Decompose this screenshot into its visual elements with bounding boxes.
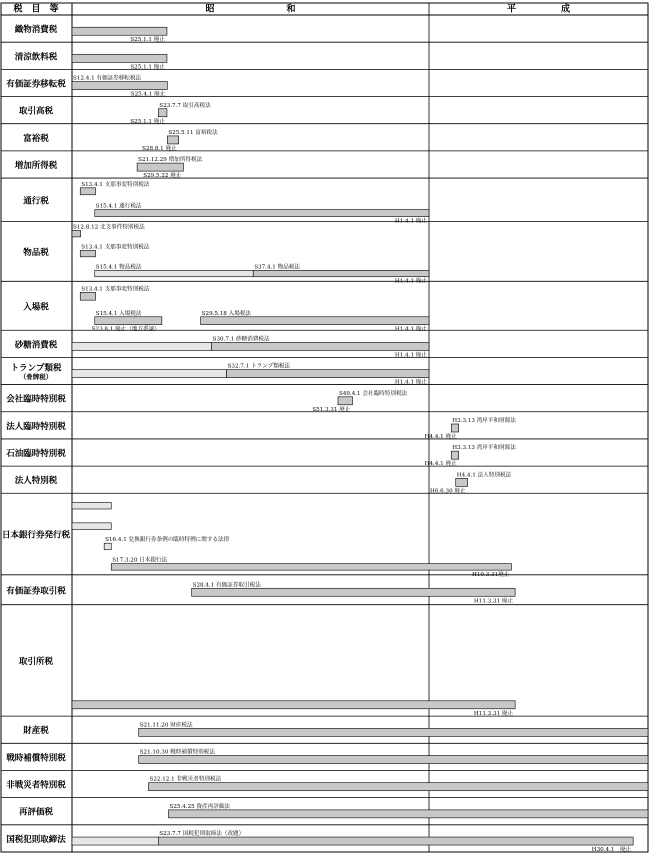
timeline-bar	[169, 810, 648, 818]
bar-start-label: S13.4.1 支那事変特別税法	[81, 181, 150, 188]
row-sublabel: （骨牌税）	[19, 372, 53, 381]
bar-end-label: H1.4.1 廃止	[394, 352, 427, 359]
timeline-bar	[95, 210, 429, 217]
timeline-bar	[451, 451, 458, 459]
timeline-bar	[139, 756, 648, 764]
timeline-bar	[192, 588, 515, 596]
bar-end-label: H1.4.1 廃止	[394, 379, 427, 386]
bar-start-label: S15.4.1 入場税法	[95, 310, 142, 317]
row-label: 法人特別税	[14, 476, 58, 487]
timeline-bar	[253, 270, 429, 276]
timeline-bar	[72, 27, 167, 35]
tax-rows	[1, 24, 648, 853]
tax-row	[1, 416, 648, 440]
row-label: 日本銀行券発行税	[1, 530, 71, 541]
row-label: 富裕税	[23, 133, 49, 144]
timeline-bar	[72, 370, 227, 378]
tax-row	[1, 74, 648, 98]
tax-row	[1, 128, 648, 152]
timeline-bar	[227, 370, 429, 378]
tax-row	[1, 223, 648, 285]
tax-row	[1, 470, 648, 494]
tax-row	[1, 362, 648, 386]
bar-end-label: S29.5.22 廃止	[143, 173, 182, 180]
bar-start-label: S21.10.30 戦時補償特別税法	[139, 749, 215, 756]
tax-row	[1, 829, 648, 853]
row-label: 取引所税	[18, 656, 54, 667]
outer-frame	[1, 3, 648, 852]
row-label: 有価証券移転税	[6, 79, 66, 90]
header-heisei: 平 成	[506, 4, 571, 15]
timeline-bar	[149, 783, 649, 791]
timeline-bar	[72, 82, 167, 90]
row-label: 清涼飲料税	[14, 52, 58, 63]
bar-start-label: S23.7.7 取引高税法	[159, 102, 211, 109]
timeline-bar	[111, 564, 511, 571]
timeline-bar	[72, 523, 111, 530]
tax-row	[1, 180, 648, 225]
bar-start-label: S37.4.1 物品税法	[254, 264, 301, 271]
bar-end-label: H11.3.31 廃止	[473, 710, 514, 717]
row-label: 増加所得税	[14, 160, 58, 171]
bar-start-label: S25.4.25 資産再評価法	[169, 803, 231, 810]
timeline-bar	[212, 342, 429, 350]
bar-start-label: S22.12.1 非戦災者特別税法	[149, 776, 222, 783]
bar-start-label: S12.4.1 有価証券移転税法	[73, 75, 142, 82]
row-label: トランプ類税	[10, 363, 62, 374]
bar-end-label: S28.8.1 廃止	[142, 145, 177, 152]
header-showa: 昭 和	[205, 4, 296, 15]
tax-row	[1, 389, 648, 413]
bar-start-label: S30.7.1 砂糖消費税法	[212, 336, 270, 343]
timeline-bar	[72, 231, 81, 237]
timeline-bar	[72, 54, 167, 62]
bar-end-label: H1.4.1 廃止	[394, 218, 427, 225]
timeline-bar	[104, 543, 111, 550]
timeline-bar	[338, 397, 353, 405]
timeline-bar	[72, 342, 212, 350]
bar-start-label: S13.4.1 支那事変特別税法	[81, 286, 150, 293]
tax-row	[1, 334, 648, 358]
bar-start-label: S15.4.1 通行税法	[95, 203, 142, 210]
bar-end-label: S25.1.1 廃止	[130, 37, 165, 44]
grid-lines	[1, 3, 648, 852]
row-label: 物品税	[23, 247, 49, 258]
row-label: 砂糖消費税	[14, 340, 58, 351]
row-label: 石油臨時特別税	[6, 449, 66, 460]
tax-row	[1, 748, 648, 771]
tax-row	[1, 101, 648, 125]
bar-start-label: S28.4.1 有価証券取引税法	[192, 582, 261, 589]
header-tax-item: 税 目 等	[13, 4, 59, 15]
timeline-bar	[456, 478, 468, 486]
bar-start-label: S15.4.1 物品税法	[95, 264, 142, 271]
row-label: 国税犯則取締法	[6, 834, 66, 845]
bar-end-label: H4.4.1 廃止	[424, 433, 457, 440]
row-label: 戦時補償特別税	[6, 753, 66, 764]
bar-end-label: S25.1.1 廃止	[130, 118, 165, 125]
bar-start-label: S13.4.1 支那事変特別税法	[81, 244, 150, 251]
bar-end-label: H6.6.30 廃止	[429, 488, 466, 495]
tax-row	[1, 24, 648, 43]
row-label: 有価証券取引税	[6, 586, 66, 597]
timeline-bar	[72, 837, 158, 845]
tax-row	[1, 802, 648, 825]
timeline-bar	[72, 701, 515, 709]
tax-row	[1, 443, 648, 467]
bar-start-label: S49.4.1 会社臨時特別税法	[338, 390, 408, 397]
row-label: 非戦災者特別税	[6, 780, 66, 791]
timeline-bar	[95, 270, 253, 276]
bar-start-label: S16.4.1 兌換銀行券条例の臨時特例に関する法律	[105, 537, 230, 544]
bar-end-label: S23.8.1 廃止（地方委譲）	[91, 326, 160, 333]
tax-row	[1, 284, 648, 332]
chart-header	[12, 3, 570, 15]
bar-start-label: S23.7.7 国税犯則取締法（改題）	[159, 831, 245, 838]
tax-row	[1, 502, 648, 578]
row-label: 通行税	[23, 196, 49, 207]
row-label: 法人臨時特別税	[6, 421, 66, 432]
timeline-bar	[451, 424, 458, 432]
tax-row	[1, 656, 648, 717]
bar-end-label: S25.1.1 廃止	[130, 64, 165, 71]
bar-start-label: S32.7.1 トランプ類税法	[227, 363, 291, 370]
bar-start-label: S12.8.12 北支事件特別税法	[73, 224, 145, 231]
bar-end-label: H1.4.1 廃止	[394, 326, 427, 333]
timeline-bar	[167, 136, 178, 144]
bar-end-label: H1.4.1 廃止	[394, 278, 427, 285]
bar-end-label: H4.4.1 廃止	[424, 461, 457, 468]
timeline-bar	[201, 317, 429, 325]
bar-start-label: S25.5.11 富裕税法	[168, 129, 218, 136]
row-label: 入場税	[23, 302, 49, 313]
bar-start-label: H3.3.13 湾岸平和財源法	[452, 445, 516, 452]
row-label: 財産税	[23, 726, 49, 737]
bar-start-label: H4.4.1 法人特別税法	[456, 472, 512, 479]
bar-end-label: S51.3.31 廃止	[312, 406, 351, 413]
timeline-bar	[72, 502, 111, 509]
bar-end-label: S25.4.1 廃止	[130, 91, 166, 98]
bar-start-label: S21.12.29 増加所得税法	[138, 157, 203, 164]
row-label: 織物消費税	[14, 25, 58, 36]
tax-row	[1, 775, 648, 798]
timeline-bar	[137, 163, 183, 171]
bar-start-label: S17.3.20 日本銀行法	[112, 557, 168, 564]
timeline-bar	[80, 250, 95, 256]
timeline-bar	[80, 188, 95, 195]
bar-end-label: H11.3.31 廃止	[473, 598, 514, 605]
bar-start-label: S21.11.20 財産税法	[139, 722, 193, 729]
tax-row	[1, 51, 648, 70]
bar-end-label: H10.3.31廃止	[471, 572, 510, 579]
row-label: 再評価税	[18, 807, 54, 818]
bar-end-label: H30.4.1 廃止	[591, 847, 632, 854]
tax-row	[1, 155, 648, 179]
timeline-bar	[158, 109, 167, 117]
timeline-bar	[158, 837, 633, 845]
tax-row	[1, 580, 648, 604]
row-label: 会社臨時特別税	[6, 394, 66, 405]
timeline-bar	[95, 317, 162, 325]
bar-start-label: H3.3.13 湾岸平和財源法	[452, 417, 516, 424]
row-label: 取引高税	[18, 106, 54, 117]
timeline-bar	[80, 292, 95, 300]
bar-start-label: S29.5.18 入場税法	[201, 310, 252, 317]
timeline-bar	[139, 728, 648, 736]
tax-row	[1, 720, 648, 743]
